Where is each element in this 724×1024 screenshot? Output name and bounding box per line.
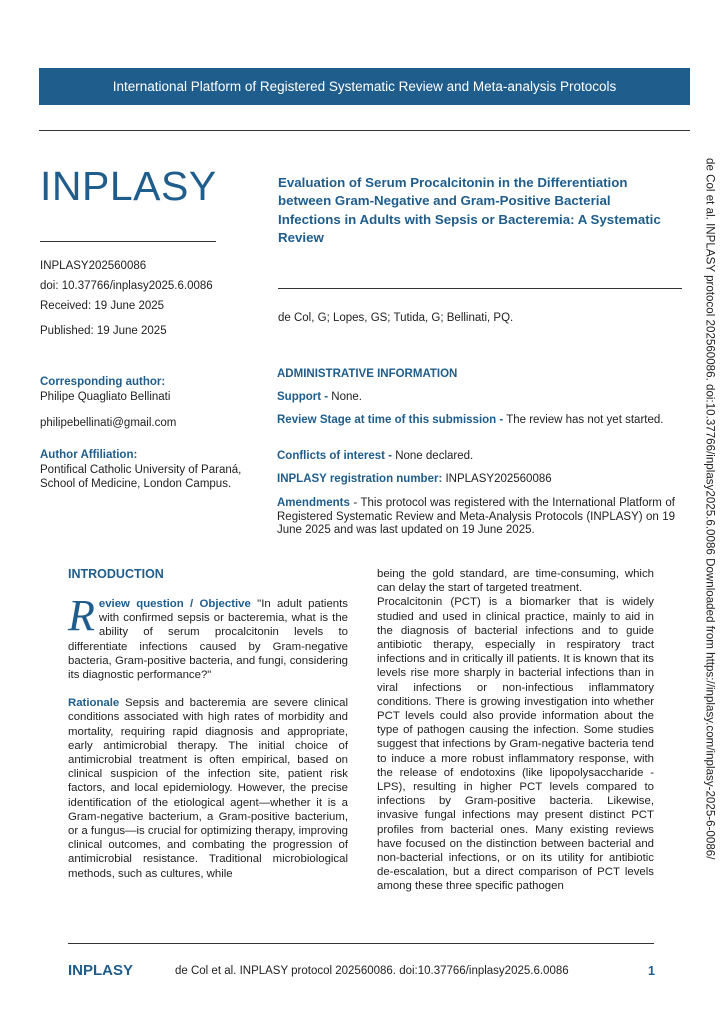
banner-text: International Platform of Registered Systematic Review and Meta-analysis Protocols <box>112 79 617 94</box>
conflicts-value: None declared. <box>392 450 474 462</box>
regnum-value: INPLASY202560086 <box>442 473 552 485</box>
rationale-label: Rationale <box>68 697 120 710</box>
review-question <box>68 591 348 682</box>
col2-paragraph-2: Procalcitonin (PCT) is a biomarker that is widely studied and used in clinical practice, mainly to aid in the diagnosis of bacterial infections and to guide antibiotic therapy, especially in respiratory tract infections and in critically ill patients. It is known that its levels rise more sharply in bacterial infections than in viral infections or non-infectious inflammatory conditions. There is growing investigation into whether PCT levels could also provide information about the type of pathogen causing the infection. Some studies suggest that infections by Gram-negative bacteria tend to induce a more robust inflammatory response, with the release of endotoxins (like lipopolysaccharide - LPS), resulting in higher PCT levels compared to infections by Gram-positive bacteria. Likewise, invasive fungal infections may present distinct PCT profiles from bacterial ones. Many existing reviews have focused on the distinction between bacterial and non-bacterial infections, or on its utility for antibiotic de-escalation, but a direct comparison of PCT levels among these three specific pathogen <box>377 596 654 893</box>
admin-heading: ADMINISTRATIVE INFORMATION <box>277 368 458 380</box>
vertical-citation-text: de Col et al. INPLASY protocol 202560086. doi:10.37766/inplasy2025.6.0086 Downloaded from https://inplasy.com/inplasy-2025-6-0086/ <box>703 158 717 860</box>
rationale-text: Sepsis and bacteremia are severe clinical conditions associated with high rates of morbidity and mortality, requiring rapid diagnosis and appropriate, early antimicrobial therapy. The initial choice of antimicrobial treatment is often empirical, based on clinical suspicion of the infection site, patient risk factors, and local epidemiology. However, the precise identification of the etiological agent—whether it is a Gram-negative bacterium, a Gram-positive bacterium, or a fungus—is crucial for optimizing therapy, improving clinical outcomes, and combating the progression of antimicrobial resistance. Traditional microbiological methods, such as cultures, while <box>68 697 348 880</box>
author-affiliation <box>40 448 250 492</box>
dropcap-letter: R <box>68 591 95 640</box>
corresponding-email: philipebellinati@gmail.com <box>40 417 177 429</box>
footer-rule <box>68 943 654 944</box>
support-value: None. <box>328 391 362 403</box>
registration-id: INPLASY202560086 <box>40 260 147 272</box>
affiliation-label: Author Affiliation: <box>40 449 138 461</box>
column-right <box>377 567 654 894</box>
paper-title: Evaluation of Serum Procalcitonin in the Differentiation between Gram-Negative and Gram-Positive Bacterial Infections in Adults with Sepsis or Bacteremia: A Systematic Review <box>278 175 661 245</box>
inplasy-logo: INPLASY <box>40 163 217 209</box>
header-banner <box>39 68 690 105</box>
page-number: 1 <box>648 964 655 978</box>
stage-value: The review has not yet started. <box>503 414 664 426</box>
review-question-label: eview question / Objective <box>98 598 251 610</box>
admin-review-stage <box>277 414 675 428</box>
regnum-label: INPLASY registration number: <box>277 473 443 485</box>
logo-underline <box>40 241 216 242</box>
author-list: de Col, G; Lopes, GS; Tutida, G; Bellinati, PQ. <box>278 312 514 324</box>
column-left <box>68 591 348 881</box>
stage-label: Review Stage at time of this submission - <box>277 414 504 426</box>
top-rule <box>39 130 690 131</box>
published-date: Published: 19 June 2025 <box>40 325 167 337</box>
corresponding-label: Corresponding author: <box>40 376 166 388</box>
affiliation-text: Pontifical Catholic University of Paraná, School of Medicine, London Campus. <box>40 463 242 490</box>
conflicts-label: Conflicts of interest - <box>277 450 393 462</box>
admin-support <box>277 391 675 405</box>
introduction-heading: INTRODUCTION <box>68 567 164 581</box>
doi-text: doi: 10.37766/inplasy2025.6.0086 <box>40 280 213 292</box>
amend-value: - This protocol was registered with the International Platform of Registered Systematic Review and Meta-Analysis Protocols (INPLASY) on 19 June 2025 and was last updated on 19 June 2025. <box>277 497 675 537</box>
vertical-citation <box>699 158 721 918</box>
footer-logo: INPLASY <box>68 962 134 979</box>
footer-citation: de Col et al. INPLASY protocol 202560086. doi:10.37766/inplasy2025.6.0086 <box>175 965 569 977</box>
review-question-text: "In adult patients with confirmed sepsis or bacteremia, what is the ability of serum procalcitonin levels to differentiate infections caused by Gram-negative bacteria, Gram-positive bacteria, and fungi, considering its diagnostic performance?" <box>68 598 348 682</box>
title-underline <box>278 288 682 289</box>
admin-amendments <box>277 497 675 538</box>
admin-registration-number <box>277 473 675 487</box>
col2-paragraph-1: being the gold standard, are time-consuming, which can delay the start of targeted treatment. <box>377 568 654 595</box>
rationale-paragraph <box>68 696 348 881</box>
received-date: Received: 19 June 2025 <box>40 300 165 312</box>
corresponding-author <box>40 375 240 431</box>
amend-label: Amendments <box>277 497 350 509</box>
admin-conflicts <box>277 450 675 464</box>
corresponding-name: Philipe Quagliato Bellinati <box>40 390 171 403</box>
support-label: Support - <box>277 391 329 403</box>
